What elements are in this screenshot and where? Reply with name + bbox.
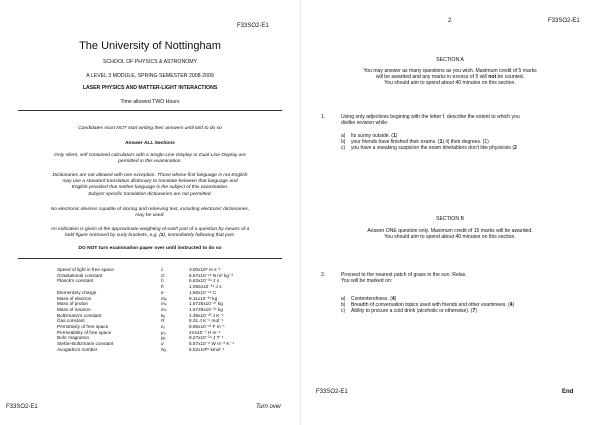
page-code-top: F33SO2-E1 [237, 23, 269, 29]
section-b-line: Answer ONE question only. Maximum credit of 15 marks will be awarded. [367, 228, 533, 234]
answer-all-heading: Answer ALL Sections [124, 141, 175, 146]
constant-name: Elementary charge [57, 289, 97, 295]
section-a-heading: SECTION A [436, 57, 464, 63]
part-mark: 2 [513, 145, 517, 152]
start-instruction: Candidates must NOT start writing their answers until told to do so [78, 126, 222, 131]
section-a-not: not [488, 74, 497, 81]
university-title: The University of Nottingham [79, 40, 221, 52]
constants-table [57, 267, 287, 353]
part-mark: 4 [391, 296, 395, 302]
question-2-line: Proceed to the nearest patch of grass in the sun. Relax. [341, 272, 467, 278]
header-rule [18, 110, 282, 111]
weighting-indication [0, 227, 300, 239]
constant-name: Gravitational constant [57, 272, 103, 278]
electronic-rule-line: No electronic devices capable of storing and retrieving text, including electronic dictionaries, [50, 207, 250, 212]
calculator-rule [0, 153, 300, 165]
part-label: c) [341, 308, 346, 315]
question-2-parts [341, 296, 600, 315]
dictionary-rule-line: Subject specific translation dictionaries are not permitted. [88, 191, 212, 197]
constant-value: 1.6726x10⁻²⁷ kg [189, 301, 223, 307]
part-question-text: Contentendness. ( [351, 296, 392, 302]
question-1-number: 1. [321, 114, 326, 120]
weighting-example-mark: 2 [160, 233, 164, 239]
page-code-bottom: F33SO2-E1 [316, 389, 348, 395]
part-closing-text: ) [394, 296, 397, 302]
constant-name: Speed of light in free space [57, 267, 114, 272]
section-a-line: You may answer as many questions as you wish. Maximum credit of 5 marks [363, 68, 537, 74]
weighting-text: }, immediately following that part. [163, 233, 235, 239]
question-1-stem [341, 114, 596, 126]
part-question-text: Ability to procure a cold drink (alcoholic or otherwise). ( [351, 308, 473, 315]
constant-symbol: G [161, 272, 165, 278]
do-not-turn-notice: DO NOT turn examination paper over until instructed to do so [78, 246, 222, 251]
constant-name: Gas constant [57, 318, 85, 324]
constant-symbol: ε₀ [161, 324, 166, 330]
question-2-line: You will be marked on: [341, 278, 393, 285]
constant-value: 6.67x10⁻¹¹ N m² kg⁻² [189, 272, 234, 278]
question-1-line: Using only adjectives begining with the letter f. describe the extent to which you [341, 114, 520, 120]
constant-value: 1.60x10⁻¹⁹ C [189, 289, 217, 295]
part-label: b) [341, 139, 346, 146]
constant-value: 9.11x10⁻³¹ kg [189, 295, 218, 301]
part-closing-text: ) [395, 133, 398, 139]
constant-value: 1.38x10⁻²³ J K⁻¹ [189, 312, 224, 318]
constant-name: Stefan-Boltzmann constant [57, 341, 114, 347]
course-title: LASER PHYSICS AND MATTER-LIGHT INTERACTIONS [82, 85, 218, 91]
end-label: End [562, 389, 574, 395]
question-1-line: dislike revision while: [341, 120, 389, 127]
constant-symbol: Nₐ [161, 346, 167, 352]
constant-value: 5.67x10⁻⁸ W m⁻² K⁻⁴ [189, 341, 235, 347]
part-text [351, 308, 477, 314]
constant-value: 6.63x10⁻³⁴ J s [189, 278, 220, 284]
constant-symbol: mₑ [161, 295, 167, 301]
part-question-text: Its sunny outside. ( [351, 133, 393, 139]
part-label: c) [341, 145, 346, 152]
constant-name: Planck's constant [57, 278, 94, 284]
dictionary-rule-line: may use a standard translation dictionary to translate between that language and [62, 179, 238, 185]
constant-symbol: mₚ [161, 301, 167, 307]
constant-name: Avogadro's number [57, 346, 98, 352]
constant-symbol: mₙ [161, 306, 167, 312]
question-2-stem [341, 272, 596, 284]
part-mark: 4 [509, 302, 513, 309]
weighting-line: An indication is given of the approximate weighting of each part of a question by means of a [50, 227, 250, 232]
constant-symbol: R [161, 318, 165, 324]
part-mark: 7 [472, 308, 476, 315]
page-code-bottom: F33SO2-E1 [6, 404, 38, 410]
section-b-instructions [300, 228, 600, 240]
question-1-parts [341, 133, 600, 152]
constant-value: 1.055x10⁻³⁴ J s [189, 284, 222, 290]
question-2-number: 2. [321, 272, 326, 278]
part-closing-text: ) [475, 308, 477, 315]
section-a-instructions [300, 68, 600, 87]
module-line: A LEVEL 3 MODULE, SPRING SEMESTER 2008-2009 [86, 73, 214, 79]
weighting-line [0, 233, 300, 239]
constant-name: Boltzmann's constant [57, 312, 102, 318]
page-number: 2 [448, 18, 452, 24]
part-question-text: Breadth of conversation topics used with friends and other examinees. ( [351, 302, 510, 309]
part-label: b) [341, 302, 346, 309]
constant-name: Bohr magneton [57, 335, 90, 341]
constant-symbol: σ [161, 341, 164, 347]
school-name: SCHOOL OF PHYSICS & ASTRONOMY [102, 59, 198, 65]
electronic-rule-line: may be used. [135, 213, 165, 219]
notice-rule [18, 258, 282, 259]
constant-name: Permittivity of free space [57, 324, 109, 330]
dictionary-rule-line: English provided that neither language is the subject of this examination. [71, 185, 229, 191]
section-a-line: You should aim to spend about 40 minutes on this section. [384, 80, 516, 87]
part-label: a) [341, 296, 346, 302]
part-question-text: you have a sneaking suspicion the exam timetablers don't like physicists ( [351, 145, 514, 152]
page-code-top: F33SO2-E1 [548, 18, 580, 24]
constant-symbol: ħ [161, 284, 164, 290]
part-mark: 1 [439, 139, 443, 146]
constant-value: 8.85x10⁻¹² F m⁻¹ [189, 324, 225, 330]
constant-value: 4πx10⁻⁷ H m⁻¹ [189, 329, 221, 335]
constant-value: 1.6749x10⁻²⁷ kg [189, 306, 223, 312]
calculator-rule-line: Only silent, self contained calculators with a Single-Line Display or Dual-Line Display are [54, 153, 246, 158]
constant-symbol: μ₀ [161, 329, 166, 335]
dictionary-rule [0, 173, 300, 198]
constant-value: 8.31 J K⁻¹ mol⁻¹ [189, 318, 224, 324]
part-mark: 1 [392, 133, 396, 139]
constant-symbol: h [161, 278, 164, 284]
constant-value: 9.27x10⁻²⁴ J T⁻¹ [189, 335, 224, 341]
time-allowed: Time allowed TWO Hours [120, 99, 180, 105]
part-closing-text: ) ii) their degrees. (1) [442, 139, 489, 146]
constant-symbol: c [161, 267, 164, 272]
electronic-devices-rule [0, 207, 300, 219]
question-part [341, 145, 600, 151]
weighting-text: bold figure enclosed by curly brackets, e.g. { [65, 233, 161, 239]
constant-name: Permeability of free space [57, 329, 112, 335]
section-a-text: will be awarded and any marks in excess of 5 will [375, 74, 489, 81]
constant-symbol: kᵦ [161, 312, 166, 318]
question-part [341, 308, 600, 314]
constant-value: 6.02x10²⁶ kmol⁻¹ [189, 346, 225, 352]
section-b-heading: SECTION B [436, 216, 464, 222]
turn-over-label: Turn over [256, 404, 282, 410]
constant-value: 3.00x10⁸ m s⁻¹ [189, 267, 221, 272]
constant-row [57, 347, 287, 353]
part-question-text: your friends have finished their exams. ( [351, 139, 440, 146]
constant-name: Mass of proton [57, 301, 89, 307]
part-label: a) [341, 133, 346, 139]
constant-name: Mass of electron [57, 295, 92, 301]
section-a-text: be counted. [496, 74, 525, 81]
part-text [351, 145, 517, 151]
constant-symbol: μᵦ [161, 335, 166, 341]
questions-page [300, 0, 600, 425]
constant-name: Mass of neutron [57, 306, 91, 312]
dictionary-rule-line: Dictionaries are not allowed with one exception. Those whose first language is not English [52, 173, 248, 178]
constant-symbol: e [161, 289, 164, 295]
part-closing-text: ) [512, 302, 515, 309]
section-b-line: You should aim to spend about 40 minutes on this section. [384, 234, 516, 241]
calculator-rule-line: permitted in this examination. [118, 159, 182, 165]
